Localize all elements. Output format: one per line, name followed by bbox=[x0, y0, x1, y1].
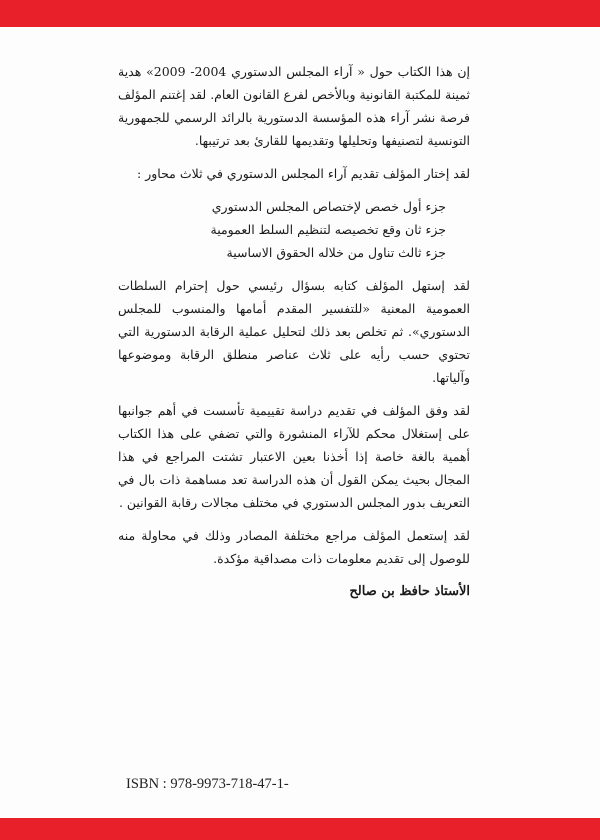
axis-item: جزء ثان وقع تخصيصه لتنظيم السلط العمومية bbox=[210, 222, 446, 237]
intro-paragraph: إن هذا الكتاب حول « آراء المجلس الدستوري 2004- 2009» هدية ثمينة للمكتبة القانونية وبالأخص لفرع القانون العام. لقد إغتنم المؤلف فرصة نشر آراء هذه المؤسسة الدستورية بالرائد الرسمي للجمهورية التونسية لتصنيفها وتحليلها وتقديمها للقارئ بعد ترتيبها. bbox=[118, 64, 470, 148]
axis-item: جزء ثالث تناول من خلاله الحقوق الاساسية bbox=[226, 245, 446, 260]
back-cover-text bbox=[118, 60, 470, 603]
axes-intro-paragraph: لقد إختار المؤلف تقديم آراء المجلس الدستوري في ثلاث محاور : bbox=[137, 166, 470, 181]
author-signature: الأستاذ حافظ بن صالح bbox=[349, 584, 470, 599]
evaluation-paragraph: لقد وفق المؤلف في تقديم دراسة تقييمية تأسست في أهم جوانبها على إستغلال محكم للآراء المنشورة والتي تضفي على هذا الكتاب أهمية بالغة خاصة إذا أخذنا بعين الاعتبار تشتت المراجع في هذا المجال بحيث يمكن القول أن هذه الدراسة تعد مساهمة ذات بال في التعريف بدور المجلس الدستوري في مختلف مجالات رقابة القوانين . bbox=[118, 403, 470, 510]
isbn-number: ISBN : 978-9973-718-47-1- bbox=[126, 776, 289, 792]
axis-item: جزء أول خصص لإختصاص المجلس الدستوري bbox=[211, 199, 446, 214]
top-red-band bbox=[0, 0, 600, 27]
question-paragraph: لقد إستهل المؤلف كتابه بسؤال رئيسي حول إحترام السلطات العمومية المعنية «للتفسير المقدم أمامها والمنسوب للمجلس الدستوري». ثم تخلص بعد ذلك لتحليل عملية الرقابة الدستورية التي تحتوي حسب رأيه على ثلاث عناصر منطلق الرقابة وموضوعها وآلياتها. bbox=[118, 278, 470, 385]
sources-paragraph: لقد إستعمل المؤلف مراجع مختلفة المصادر وذلك في محاولة منه للوصول إلى تقديم معلومات ذات مصداقية مؤكدة. bbox=[118, 528, 470, 566]
bottom-red-band bbox=[0, 818, 600, 840]
axes-list bbox=[118, 195, 470, 264]
